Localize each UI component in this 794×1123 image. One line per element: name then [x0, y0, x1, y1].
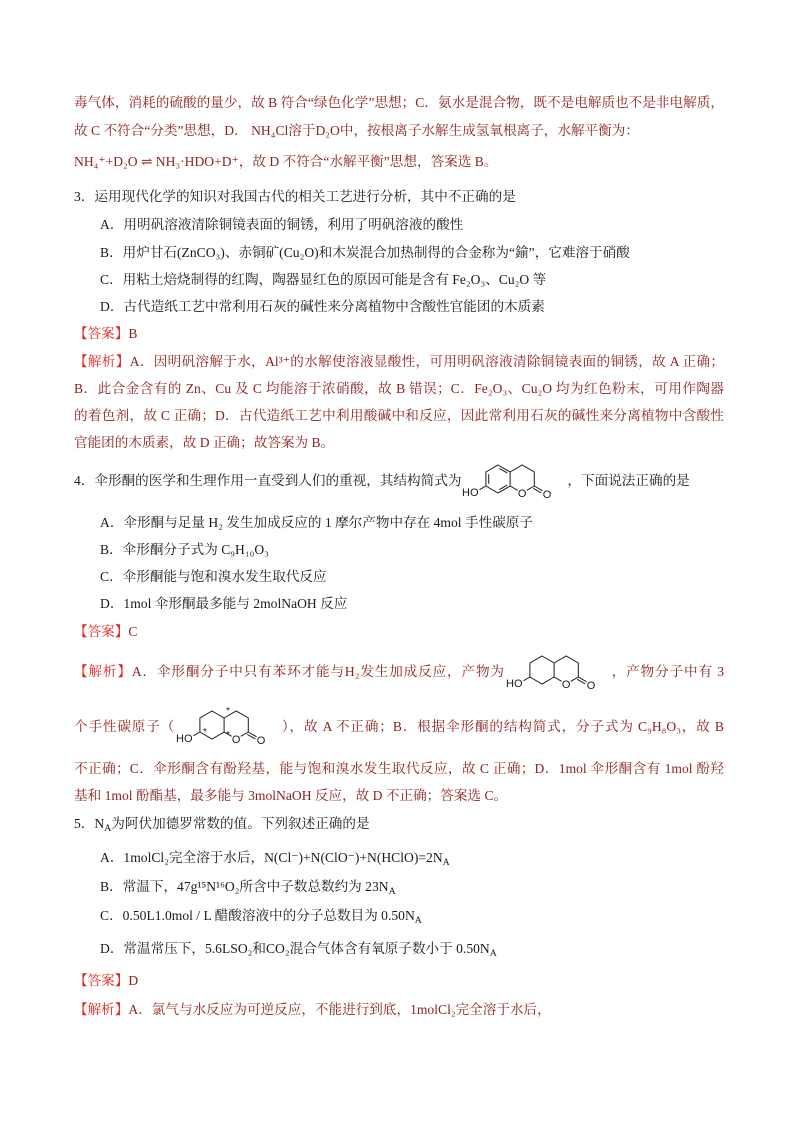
q4-stem [74, 471, 690, 501]
q5-answer [74, 971, 138, 991]
q5-option-a [100, 848, 450, 868]
carbonyl-bond [247, 732, 256, 739]
umbelliferone-structure [462, 457, 566, 507]
chiral-mark-bottom: * [226, 729, 231, 741]
avogadro-subscript: A [442, 856, 450, 868]
q3-option-d: D．古代造纸工艺中常利用石灰的碱性来分离植物中含酸性官能团的木质素 [100, 299, 545, 314]
q4-analysis-line-2 [74, 705, 725, 747]
q5-option-d [100, 939, 497, 959]
q5-analysis-line-1 [74, 1000, 551, 1020]
q5-stem [74, 814, 370, 834]
hydrogenated-product-structure [506, 648, 610, 698]
answer-value: D [128, 973, 139, 988]
carbonyl-oxygen-label: O [586, 679, 596, 692]
cyclohexane-ring [530, 656, 554, 684]
answer-label: 【答案】 [74, 624, 129, 639]
analysis-text: A．伞形酮分子中只有苯环才能与H₂发生加成反应，产物为 [131, 664, 505, 679]
hydroxyl-label: HO [176, 732, 193, 745]
hydroxyl-label: HO [462, 486, 479, 499]
answer-label: 【答案】 [74, 326, 129, 341]
ring-oxygen-label: O [231, 733, 241, 746]
avogadro-subscript: A [414, 914, 422, 926]
hydroxyl-bond [194, 732, 200, 736]
analysis-label: 【解析】 [74, 354, 130, 369]
ring-oxygen-label: O [561, 678, 571, 691]
carbonyl-bond [534, 486, 543, 493]
hydrolysis-equation-line: NH₄⁺+D₂O ⇌ NH₃·HDO+D⁺，故 D 不符合“水解平衡”思想，答案选 B。 [74, 154, 498, 169]
carbonyl-oxygen-label: O [256, 734, 266, 747]
carbonyl-oxygen-label: O [543, 488, 552, 501]
q5-option-b [100, 877, 396, 897]
q5-option-c [100, 906, 422, 926]
chiral-mark-hydroxyl-carbon: * [203, 726, 208, 738]
carbonyl-bond [577, 677, 586, 684]
q3-option-a: A．用明矾溶液清除铜镜表面的铜锈，利用了明矾溶液的酸性 [100, 217, 464, 232]
q4-analysis-line-1 [74, 662, 725, 692]
analysis-text: ），故 A 不正确；B．根据伞形酮的结构简式，分子式为 C₉H₈O₃，故 B [281, 719, 725, 734]
lactone-ring [511, 465, 535, 490]
q4-stem-text: 4．伞形酮的医学和生理作用一直受到人们的重视，其结构简式为 [74, 473, 462, 488]
benzene-ring [486, 465, 510, 493]
answer-value: C [128, 624, 138, 639]
hydroxyl-bond [480, 486, 486, 490]
avogadro-subscript: A [489, 947, 497, 959]
hydroxyl-label: HO [505, 677, 523, 690]
q3-option-b: B．用炉甘石(ZnCO₃)、赤铜矿(Cu₂O)和木炭混合加热制得的合金称为“鍮”，它难溶于硝酸 [100, 245, 630, 260]
option-text: D．常温常压下，5.6LSO₂和CO₂混合气体含有氧原子数小于 0.50N [100, 941, 490, 956]
analysis-label: 【解析】 [74, 1002, 129, 1017]
prev-analysis-line-2: 故 C 不符合“分类”思想，D． NH₄Cl溶于D₂O中，按根离子水解生成氢氧根离子，水解平衡为： [74, 123, 639, 138]
option-text: C．0.50L1.0mol / L 醋酸溶液中的分子总数目为 0.50N [100, 908, 415, 923]
q3-analysis-line-2: B．此合金含有的 Zn、Cu 及 C 均能溶于浓硝酸，故 B 错误；C．Fe₂O₃、Cu₂O 均为红色粉末，可用作陶器 [74, 381, 724, 396]
chiral-carbon-structure [176, 703, 280, 753]
q4-option-d: D．1mol 伞形酮最多能与 2molNaOH 反应 [100, 596, 348, 611]
q3-analysis-line-3: 的着色剂，故 C 正确；D．古代造纸工艺中利用酸碱中和反应，因此常利用石灰的碱性来分离植物中含酸性 [74, 408, 724, 423]
q5-stem-tail: 为阿伏加德罗常数的值。下列叙述正确的是 [111, 816, 370, 831]
q4-answer [74, 622, 137, 642]
q3-option-c: C．用粘土焙烧制得的红陶，陶器显红色的原因可能是含有 Fe₂O₃、Cu₂O 等 [100, 272, 547, 287]
option-text: B．常温下，47g¹⁵N¹⁶O₂所含中子数总数约为 23N [100, 879, 389, 894]
q3-analysis-line-4: 官能团的木质素，故 D 正确；故答案为 B。 [74, 435, 335, 450]
analysis-text: 个手性碳原子（ [74, 719, 176, 734]
q4-analysis-line-3: 不正确；C．伞形酮含有酚羟基，能与饱和溴水发生取代反应，故 C 正确；D．1mol 伞形酮含有 1mol 酚羟 [74, 761, 724, 776]
q3-answer [74, 324, 137, 344]
avogadro-subscript: A [104, 822, 112, 834]
chiral-mark-top: * [226, 705, 231, 717]
answer-value: B [128, 326, 138, 341]
q4-stem-tail: ，下面说法正确的是 [567, 473, 690, 488]
q4-option-b: B．伞形酮分子式为 C₉H₁₀O₃ [100, 542, 269, 557]
q4-analysis-line-4: 基和 1mol 酚酯基，最多能与 3molNaOH 反应，故 D 不正确；答案选 C。 [74, 788, 508, 803]
analysis-text: A．因明矾溶解于水，Al³⁺的水解使溶液显酸性，可用明矾溶液清除铜镜表面的铜锈，故 A 正确； [129, 354, 725, 369]
q3-analysis-line-1 [74, 352, 724, 372]
q5-stem-text: 5．N [74, 816, 105, 831]
analysis-label: 【解析】 [74, 664, 132, 679]
option-text: A．1molCl₂完全溶于水后，N(Cl⁻)+N(ClO⁻)+N(HClO)=2N [100, 850, 443, 865]
answer-label: 【答案】 [74, 973, 129, 988]
hydroxyl-bond [523, 677, 529, 681]
ring-oxygen-label: O [518, 487, 527, 500]
q4-option-a: A．伞形酮与足量 H₂ 发生加成反应的 1 摩尔产物中存在 4mol 手性碳原子 [100, 515, 533, 530]
avogadro-subscript: A [388, 885, 396, 897]
lactone-ring [554, 656, 578, 681]
prev-analysis-line-1: 毒气体，消耗的硫酸的量少，故 B 符合“绿色化学”思想；C．氨水是混合物，既不是电解质也不是非电解质， [74, 95, 724, 110]
analysis-text: A．氯气与水反应为可逆反应，不能进行到底，1molCl₂完全溶于水后， [128, 1002, 551, 1017]
q4-option-c: C．伞形酮能与饱和溴水发生取代反应 [100, 569, 327, 584]
analysis-text: ，产物分子中有 3 [610, 664, 725, 679]
q3-stem: 3．运用现代化学的知识对我国古代的相关工艺进行分析，其中不正确的是 [74, 189, 516, 204]
